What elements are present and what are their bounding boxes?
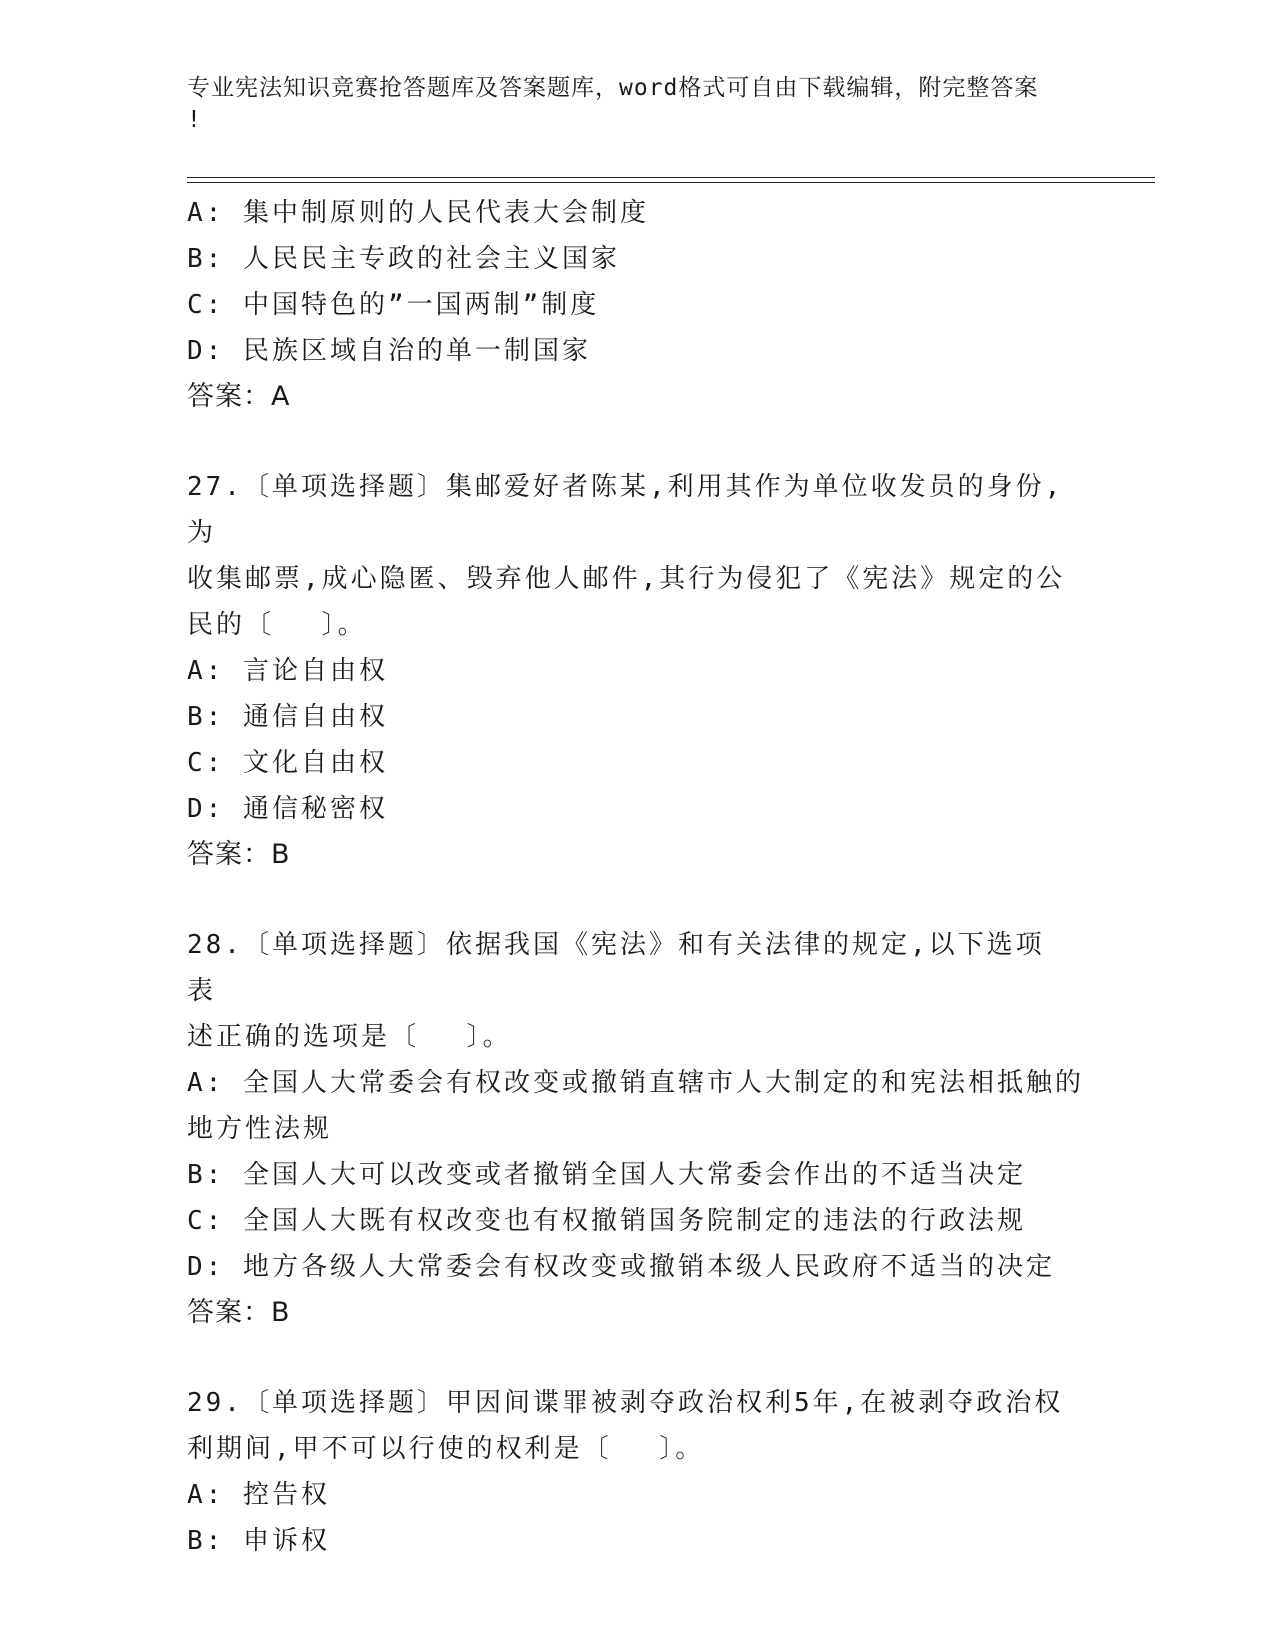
question-stem-line-2: 述正确的选项是〔 〕。 — [187, 1022, 512, 1052]
answer-text: 答案：B — [187, 1297, 291, 1328]
option-c: C: 文化自由权 — [187, 748, 388, 778]
option-a: A: 控告权 — [187, 1480, 330, 1510]
question-27 — [187, 464, 1087, 878]
option-b: B: 全国人大可以改变或者撤销全国人大常委会作出的不适当决定 — [187, 1160, 1026, 1190]
answer-text: 答案：B — [187, 839, 291, 870]
option-a: A: 言论自由权 — [187, 656, 388, 686]
question-26 — [187, 190, 1087, 420]
option-d: D: 通信秘密权 — [187, 794, 388, 824]
option-a-continued: 地方性法规 — [187, 1114, 333, 1144]
question-29 — [187, 1380, 1087, 1564]
question-28 — [187, 922, 1087, 1336]
option-d: D: 民族区域自治的单一制国家 — [187, 336, 591, 366]
header-divider-top — [187, 177, 1155, 178]
option-b: B: 申诉权 — [187, 1526, 330, 1556]
document-header — [187, 72, 1067, 136]
question-stem-line-1: 28.〔单项选择题〕依据我国《宪法》和有关法律的规定,以下选项表 — [187, 930, 1045, 1006]
header-line-2: ! — [187, 107, 202, 133]
option-a: A: 全国人大常委会有权改变或撤销直辖市人大制定的和宪法相抵触的 — [187, 1068, 1084, 1098]
question-stem-line-2: 收集邮票,成心隐匿、毁弃他人邮件,其行为侵犯了《宪法》规定的公 — [187, 564, 1066, 594]
question-stem-line-1: 29.〔单项选择题〕甲因间谍罪被剥夺政治权利5年,在被剥夺政治权 — [187, 1388, 1064, 1418]
question-list — [187, 190, 1087, 1564]
answer-text: 答案：A — [187, 381, 291, 412]
question-stem-line-3: 民的〔 〕。 — [187, 610, 367, 640]
option-d: D: 地方各级人大常委会有权改变或撤销本级人民政府不适当的决定 — [187, 1252, 1055, 1282]
option-b: B: 人民民主专政的社会主义国家 — [187, 244, 620, 274]
option-c: C: 中国特色的”一国两制”制度 — [187, 290, 600, 320]
question-stem-line-1: 27.〔单项选择题〕集邮爱好者陈某,利用其作为单位收发员的身份,为 — [187, 472, 1064, 548]
header-line-1: 专业宪法知识竞赛抢答题库及答案题库，word格式可自由下载编辑，附完整答案 — [187, 75, 1039, 101]
option-c: C: 全国人大既有权改变也有权撤销国务院制定的违法的行政法规 — [187, 1206, 1026, 1236]
header-divider-bottom — [187, 182, 1155, 183]
option-a: A: 集中制原则的人民代表大会制度 — [187, 198, 649, 228]
question-stem-line-2: 利期间,甲不可以行使的权利是〔 〕。 — [187, 1434, 705, 1464]
option-b: B: 通信自由权 — [187, 702, 388, 732]
